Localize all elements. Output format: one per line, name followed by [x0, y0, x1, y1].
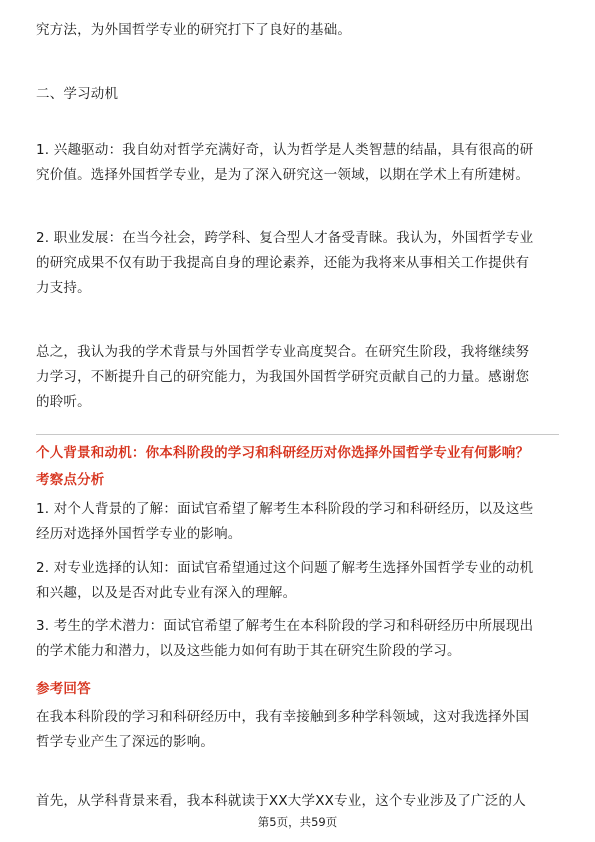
text-line: 力支持。 [36, 280, 91, 296]
page-number: 第5页，共59页 [257, 815, 338, 829]
analysis-item-potential [36, 614, 561, 664]
text-line: 2. 对专业选择的认知：面试官希望通过这个问题了解考生选择外国哲学专业的动机 [36, 560, 534, 576]
section-heading-motivation [36, 82, 561, 107]
analysis-heading-text: 考察点分析 [36, 472, 105, 488]
text-line: 3. 考生的学术潜力：面试官希望了解考生在本科阶段的学习和科研经历中所展现出 [36, 618, 534, 634]
question-heading: 个人背景和动机：你本科阶段的学习和科研经历对你选择外国哲学专业有何影响？ [36, 445, 530, 461]
answer-intro-paragraph [36, 705, 561, 755]
answer-heading [36, 677, 561, 702]
text-line: 首先，从学科背景来看，我本科就读于XX大学XX专业，这个专业涉及了广泛的人 [36, 793, 526, 809]
text-line: 哲学专业产生了深远的影响。 [36, 734, 215, 750]
text-line: 经历对选择外国哲学专业的影响。 [36, 526, 242, 542]
analysis-item-background [36, 497, 561, 547]
text-line: 的学术能力和潜力，以及这些能力如何有助于其在研究生阶段的学习。 [36, 643, 461, 659]
text-line: 2. 职业发展：在当今社会，跨学科、复合型人才备受青睐。我认为，外国哲学专业 [36, 230, 534, 246]
text-line: 究价值。选择外国哲学专业，是为了深入研究这一领域，以期在学术上有所建树。 [36, 167, 530, 183]
analysis-item-choice [36, 556, 561, 606]
text-line: 究方法，为外国哲学专业的研究打下了良好的基础。 [36, 22, 352, 38]
text-line: 1. 对个人背景的了解：面试官希望了解考生本科阶段的学习和科研经历，以及这些 [36, 501, 534, 517]
conclusion-paragraph [36, 340, 561, 415]
answer-heading-text: 参考回答 [36, 681, 91, 697]
text-line: 和兴趣，以及是否对此专业有深入的理解。 [36, 585, 297, 601]
section-divider [36, 434, 559, 435]
intro-paragraph [36, 18, 561, 43]
text-line: 的聆听。 [36, 394, 91, 410]
answer-first-paragraph [36, 789, 561, 814]
question-title [36, 441, 561, 466]
text-line: 总之，我认为我的学术背景与外国哲学专业高度契合。在研究生阶段，我将继续努 [36, 344, 530, 360]
text-line: 力学习，不断提升自己的研究能力，为我国外国哲学研究贡献自己的力量。感谢您 [36, 369, 530, 385]
text-line: 1. 兴趣驱动：我自幼对哲学充满好奇，认为哲学是人类智慧的结晶，具有很高的研 [36, 142, 534, 158]
text-line: 的研究成果不仅有助于我提高自身的理论素养，还能为我将来从事相关工作提供有 [36, 255, 530, 271]
motivation-point-career [36, 226, 561, 301]
motivation-point-interest [36, 138, 561, 188]
analysis-heading [36, 468, 561, 493]
section-heading: 二、学习动机 [36, 86, 119, 102]
text-line: 在我本科阶段的学习和科研经历中，我有幸接触到多种学科领域，这对我选择外国 [36, 709, 530, 725]
